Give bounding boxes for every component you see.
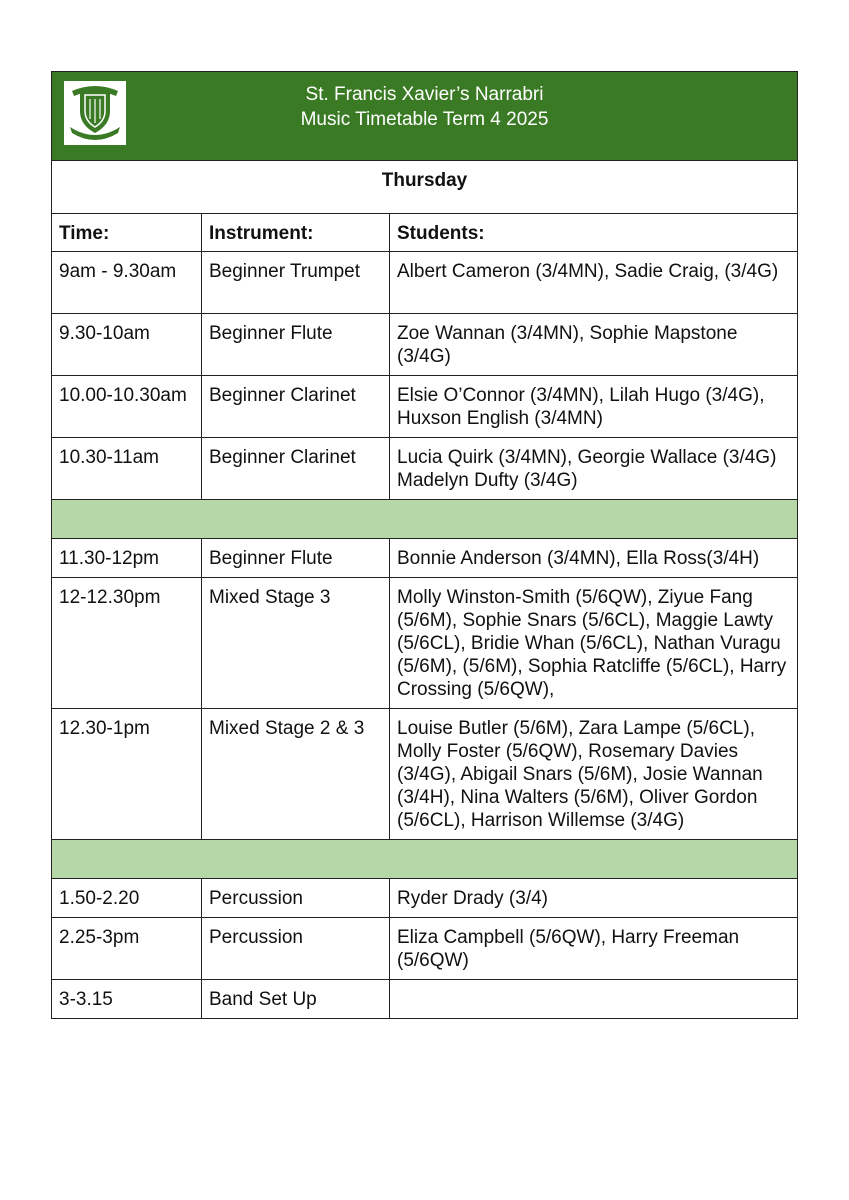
students-cell: Molly Winston-Smith (5/6QW), Ziyue Fang (5/6M), Sophie Snars (5/6CL), Maggie Lawty (5/6CL), Bridie Whan (5/6CL), Nathan Vuragu (5/6M), (5/6M), Sophia Ratcliffe (5/6CL), Harry Crossing (5/6QW), [390,578,798,709]
table-row [52,980,798,1019]
table-row [52,709,798,840]
students-cell: Elsie O’Connor (3/4MN), Lilah Hugo (3/4G), Huxson English (3/4MN) [390,376,798,438]
table-row [52,879,798,918]
time-cell: 10.30-11am [52,438,202,500]
time-cell: 11.30-12pm [52,539,202,578]
instrument-cell: Percussion [202,879,390,918]
students-cell: Zoe Wannan (3/4MN), Sophie Mapstone (3/4G) [390,314,798,376]
time-cell: 12.30-1pm [52,709,202,840]
time-cell: 1.50-2.20 [52,879,202,918]
students-cell: Lucia Quirk (3/4MN), Georgie Wallace (3/4G) Madelyn Dufty (3/4G) [390,438,798,500]
day-label: Thursday [52,161,798,214]
instrument-cell: Beginner Clarinet [202,438,390,500]
header-row [52,72,798,161]
time-cell: 12-12.30pm [52,578,202,709]
table-row [52,918,798,980]
students-cell: Albert Cameron (3/4MN), Sadie Craig, (3/4G) [390,252,798,314]
column-header-instrument: Instrument: [202,214,390,252]
timetable-subtitle: Music Timetable Term 4 2025 [300,109,549,130]
school-title [52,72,797,132]
break-band [52,840,798,879]
instrument-cell: Beginner Flute [202,539,390,578]
timetable [51,71,798,1019]
break-band [52,500,798,539]
instrument-cell: Beginner Flute [202,314,390,376]
table-row [52,539,798,578]
table-row [52,438,798,500]
time-cell: 9.30-10am [52,314,202,376]
instrument-cell: Mixed Stage 2 & 3 [202,709,390,840]
time-cell: 9am - 9.30am [52,252,202,314]
table-row [52,376,798,438]
school-name: St. Francis Xavier’s Narrabri [305,84,544,105]
students-cell [390,980,798,1019]
column-header-row [52,214,798,252]
instrument-cell: Beginner Clarinet [202,376,390,438]
instrument-cell: Percussion [202,918,390,980]
time-cell: 2.25-3pm [52,918,202,980]
students-cell: Ryder Drady (3/4) [390,879,798,918]
students-cell: Louise Butler (5/6M), Zara Lampe (5/6CL), Molly Foster (5/6QW), Rosemary Davies (3/4G), Abigail Snars (5/6M), Josie Wannan (3/4H), Nina Walters (5/6M), Oliver Gordon (5/6CL), Harrison Willemse (3/4G) [390,709,798,840]
time-cell: 3-3.15 [52,980,202,1019]
break-row [52,500,798,539]
header-banner [52,72,798,161]
break-row [52,840,798,879]
school-crest-icon [64,81,126,145]
column-header-time: Time: [52,214,202,252]
day-row [52,161,798,214]
instrument-cell: Beginner Trumpet [202,252,390,314]
table-row [52,578,798,709]
students-cell: Bonnie Anderson (3/4MN), Ella Ross(3/4H) [390,539,798,578]
time-cell: 10.00-10.30am [52,376,202,438]
table-row [52,314,798,376]
instrument-cell: Mixed Stage 3 [202,578,390,709]
students-cell: Eliza Campbell (5/6QW), Harry Freeman (5/6QW) [390,918,798,980]
column-header-students: Students: [390,214,798,252]
table-row [52,252,798,314]
instrument-cell: Band Set Up [202,980,390,1019]
